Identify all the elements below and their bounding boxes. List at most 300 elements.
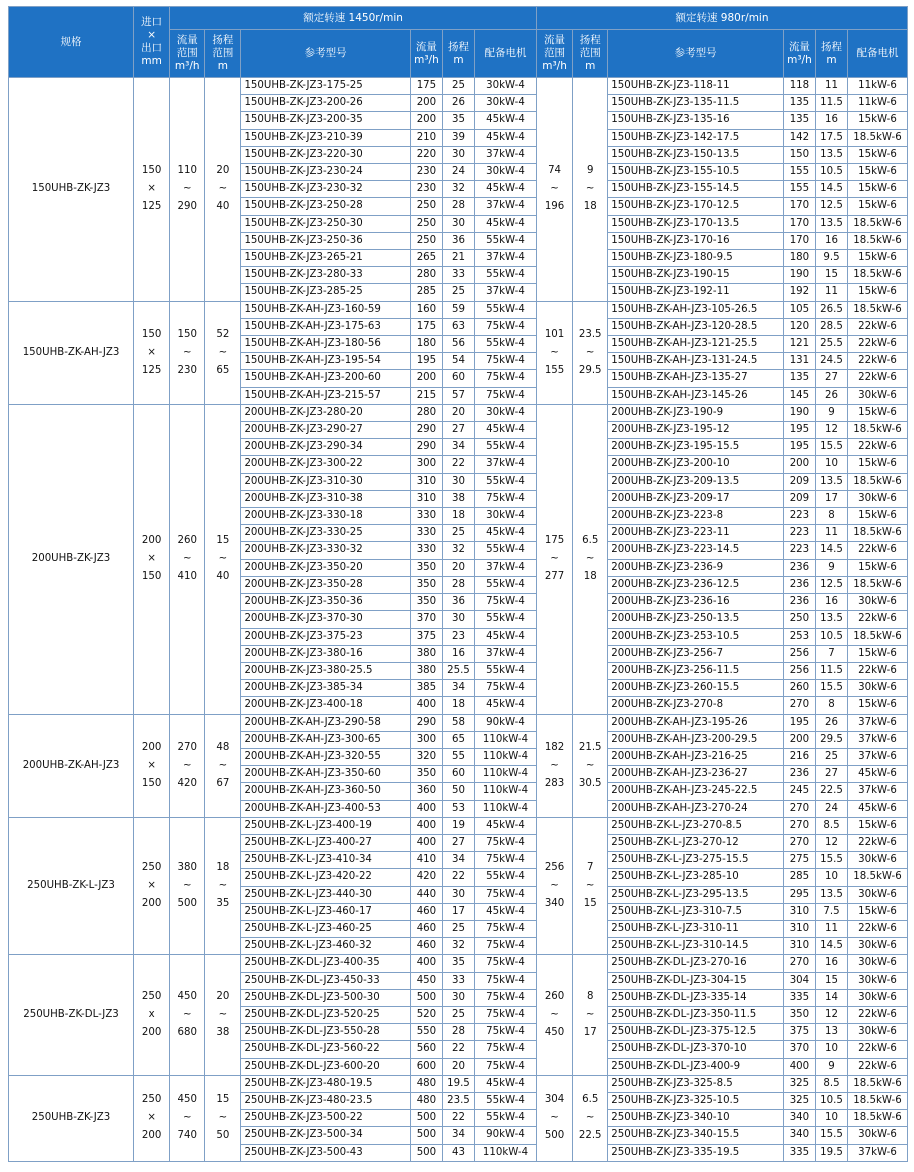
head-980: 26.5: [815, 301, 847, 318]
group-flow-range-1450-line: 270: [177, 741, 197, 753]
group-flow-range-980-line: 196: [544, 201, 565, 213]
head-980: 25: [815, 748, 847, 765]
head-range-header-980: [573, 30, 608, 78]
head-980: 15: [815, 972, 847, 989]
model-1450: 200UHB-ZK-JZ3-290-27: [241, 422, 410, 439]
head-1450: 39: [442, 129, 474, 146]
flow-1450: 410: [410, 852, 442, 869]
group-flow-range-980-line: ~: [550, 1009, 559, 1021]
flow-1450: 320: [410, 748, 442, 765]
flow-980: 142: [783, 129, 815, 146]
motor-980: 30kW-6: [847, 972, 907, 989]
model-980: 150UHB-ZK-JZ3-135-11.5: [608, 95, 784, 112]
flow-980: 250: [783, 611, 815, 628]
group-head-range-1450-line: 15: [216, 1094, 230, 1106]
motor-1450: 75kW-4: [474, 938, 536, 955]
group-flow-range-980: [536, 404, 572, 714]
flow-1450: 200: [410, 370, 442, 387]
group-head-range-980-line: ~: [585, 346, 595, 358]
model-980: 150UHB-ZK-JZ3-170-12.5: [608, 198, 784, 215]
model-1450: 250UHB-ZK-L-JZ3-410-34: [241, 852, 410, 869]
model-980: 200UHB-ZK-AH-JZ3-245-22.5: [608, 783, 784, 800]
mm-unit: mm: [141, 55, 162, 67]
flow-980: 375: [783, 1024, 815, 1041]
head-1450: 22: [442, 1110, 474, 1127]
motor-980: 18.5kW-6: [847, 422, 907, 439]
motor-980: 15kW-6: [847, 508, 907, 525]
head-1450: 58: [442, 714, 474, 731]
group-head-range-1450-line: ~: [218, 759, 228, 771]
model-1450: 200UHB-ZK-JZ3-310-38: [241, 490, 410, 507]
flow-980: 335: [783, 989, 815, 1006]
model-980: 200UHB-ZK-JZ3-270-8: [608, 697, 784, 714]
group-flow-range-980-line: ~: [550, 346, 559, 358]
model-1450: 150UHB-ZK-AH-JZ3-160-59: [241, 301, 410, 318]
flow-header-1450: [410, 30, 442, 78]
group-head-range-980-line: ~: [585, 759, 595, 771]
group-inlet-outlet-line: 150: [141, 571, 162, 583]
motor-980: 18.5kW-6: [847, 473, 907, 490]
motor-1450: 37kW-4: [474, 645, 536, 662]
head-1450: 30: [442, 473, 474, 490]
flow-1450: 400: [410, 697, 442, 714]
motor-1450: 55kW-4: [474, 336, 536, 353]
group-inlet-outlet: [134, 817, 170, 955]
head-980: 12.5: [815, 198, 847, 215]
motor-980: 18.5kW-6: [847, 129, 907, 146]
motor-980: 22kW-6: [847, 920, 907, 937]
model-980: 200UHB-ZK-JZ3-236-12.5: [608, 576, 784, 593]
flow-1450: 280: [410, 404, 442, 421]
head-980: 10: [815, 1041, 847, 1058]
head-1450: 25: [442, 920, 474, 937]
head-980: 17: [815, 490, 847, 507]
model-980: 200UHB-ZK-JZ3-256-7: [608, 645, 784, 662]
head-980: 11: [815, 525, 847, 542]
model-980: 150UHB-ZK-AH-JZ3-121-25.5: [608, 336, 784, 353]
model-980: 150UHB-ZK-JZ3-150-13.5: [608, 146, 784, 163]
head-980: 8.5: [815, 817, 847, 834]
motor-1450: 55kW-4: [474, 1110, 536, 1127]
head-980: 16: [815, 955, 847, 972]
head-1450: 30: [442, 989, 474, 1006]
head-1450: 34: [442, 1127, 474, 1144]
head-1450: 34: [442, 680, 474, 697]
head-1450: 43: [442, 1144, 474, 1161]
flow-1450: 200: [410, 112, 442, 129]
motor-980: 18.5kW-6: [847, 301, 907, 318]
flow-1450: 175: [410, 318, 442, 335]
head-1450: 59: [442, 301, 474, 318]
group-inlet-outlet-line: 150: [141, 328, 162, 340]
group-head-range-1450-line: ~: [218, 346, 228, 358]
model-1450: 200UHB-ZK-JZ3-380-16: [241, 645, 410, 662]
head-980: 12: [815, 1006, 847, 1023]
head-1450: 24: [442, 164, 474, 181]
model-980: 250UHB-ZK-JZ3-340-10: [608, 1110, 784, 1127]
model-980: 250UHB-ZK-DL-JZ3-350-11.5: [608, 1006, 784, 1023]
group-head-range-1450-line: 40: [216, 201, 230, 213]
head-980: 26: [815, 387, 847, 404]
head-980: 10: [815, 456, 847, 473]
flow-980: 400: [783, 1058, 815, 1075]
flow-1450: 500: [410, 1144, 442, 1161]
group-flow-range-980: [536, 1075, 572, 1161]
head-980: 11: [815, 78, 847, 95]
flow-980: 170: [783, 232, 815, 249]
model-1450: 200UHB-ZK-AH-JZ3-290-58: [241, 714, 410, 731]
head-range-header-1450-line: 扬程: [212, 34, 234, 46]
motor-980: 22kW-6: [847, 1041, 907, 1058]
model-980: 250UHB-ZK-L-JZ3-270-12: [608, 834, 784, 851]
model-980: 250UHB-ZK-L-JZ3-310-7.5: [608, 903, 784, 920]
model-1450: 150UHB-ZK-AH-JZ3-215-57: [241, 387, 410, 404]
head-header-1450-line: 扬程: [447, 40, 469, 53]
model-1450: 200UHB-ZK-JZ3-300-22: [241, 456, 410, 473]
motor-1450: 75kW-4: [474, 1058, 536, 1075]
group-inlet-outlet-line: ×: [147, 1112, 156, 1124]
flow-980: 260: [783, 680, 815, 697]
flow-980: 131: [783, 353, 815, 370]
motor-980: 22kW-6: [847, 1058, 907, 1075]
group-head-range-1450-line: ~: [218, 553, 228, 565]
motor-1450: 45kW-4: [474, 129, 536, 146]
inlet-label: 进口: [141, 16, 163, 28]
group-flow-range-1450-line: ~: [182, 1009, 192, 1021]
motor-980: 30kW-6: [847, 490, 907, 507]
group-inlet-outlet-line: 250: [141, 991, 162, 1003]
table-row: [9, 404, 908, 421]
group-spec: 150UHB-ZK-JZ3: [9, 78, 134, 302]
motor-1450: 45kW-4: [474, 112, 536, 129]
head-980: 28.5: [815, 318, 847, 335]
head-980: 22.5: [815, 783, 847, 800]
group-head-range-1450-line: ~: [218, 880, 228, 892]
motor-1450: 55kW-4: [474, 267, 536, 284]
head-1450: 26: [442, 95, 474, 112]
group-head-range-980: [573, 955, 608, 1075]
group-inlet-outlet-line: 250: [141, 862, 162, 874]
motor-980: 37kW-6: [847, 783, 907, 800]
group-inlet-outlet-line: 125: [141, 364, 162, 376]
group-spec: 250UHB-ZK-JZ3: [9, 1075, 134, 1161]
flow-980: 270: [783, 697, 815, 714]
group-flow-range-980: [536, 714, 572, 817]
flow-1450: 370: [410, 611, 442, 628]
flow-980: 135: [783, 370, 815, 387]
model-980: 200UHB-ZK-JZ3-253-10.5: [608, 628, 784, 645]
head-1450: 22: [442, 456, 474, 473]
group-head-range-1450-line: 38: [216, 1027, 230, 1039]
model-1450: 200UHB-ZK-JZ3-375-23: [241, 628, 410, 645]
flow-range-header-980-line: m³/h: [542, 60, 567, 72]
flow-1450: 380: [410, 645, 442, 662]
group-spec: 250UHB-ZK-DL-JZ3: [9, 955, 134, 1075]
motor-1450: 75kW-4: [474, 1006, 536, 1023]
motor-1450: 37kW-4: [474, 198, 536, 215]
speed-980-header: 额定转速 980r/min: [536, 7, 907, 30]
flow-1450: 460: [410, 920, 442, 937]
motor-980: 30kW-6: [847, 955, 907, 972]
motor-1450: 110kW-4: [474, 766, 536, 783]
head-1450: 30: [442, 215, 474, 232]
motor-1450: 45kW-4: [474, 1075, 536, 1092]
group-flow-range-1450-line: ~: [182, 183, 192, 195]
group-flow-range-980: [536, 955, 572, 1075]
model-980: 250UHB-ZK-DL-JZ3-400-9: [608, 1058, 784, 1075]
motor-980: 30kW-6: [847, 680, 907, 697]
head-980: 13.5: [815, 611, 847, 628]
flow-1450: 500: [410, 989, 442, 1006]
group-inlet-outlet: [134, 78, 170, 302]
head-980: 11.5: [815, 662, 847, 679]
motor-980: 15kW-6: [847, 181, 907, 198]
model-1450: 150UHB-ZK-JZ3-220-30: [241, 146, 410, 163]
flow-1450: 400: [410, 955, 442, 972]
model-1450: 200UHB-ZK-JZ3-310-30: [241, 473, 410, 490]
group-head-range-1450: [205, 817, 241, 955]
group-head-range-1450-line: 40: [216, 571, 230, 583]
group-head-range-1450-line: 35: [216, 898, 230, 910]
motor-1450: 90kW-4: [474, 714, 536, 731]
flow-980: 295: [783, 886, 815, 903]
group-inlet-outlet-line: ×: [147, 346, 156, 358]
motor-980: 15kW-6: [847, 645, 907, 662]
motor-1450: 110kW-4: [474, 800, 536, 817]
group-head-range-980: [573, 404, 608, 714]
flow-1450: 330: [410, 525, 442, 542]
group-flow-range-1450-line: ~: [182, 1112, 192, 1124]
motor-980: 22kW-6: [847, 370, 907, 387]
head-1450: 56: [442, 336, 474, 353]
motor-1450: 45kW-4: [474, 215, 536, 232]
model-1450: 200UHB-ZK-JZ3-370-30: [241, 611, 410, 628]
group-head-range-980: [573, 817, 608, 955]
head-980: 15: [815, 267, 847, 284]
flow-1450: 400: [410, 800, 442, 817]
motor-980: 30kW-6: [847, 1127, 907, 1144]
head-980: 9: [815, 559, 847, 576]
group-flow-range-1450: [170, 1075, 205, 1161]
model-980: 150UHB-ZK-JZ3-155-14.5: [608, 181, 784, 198]
inlet-outlet-header: [134, 7, 170, 78]
group-head-range-980-line: 6.5: [582, 1094, 599, 1106]
group-head-range-980-line: 7: [586, 862, 594, 874]
head-980: 13.5: [815, 886, 847, 903]
flow-980: 209: [783, 473, 815, 490]
flow-980: 223: [783, 542, 815, 559]
flow-980: 200: [783, 456, 815, 473]
model-1450: 250UHB-ZK-L-JZ3-460-32: [241, 938, 410, 955]
head-980: 15.5: [815, 1127, 847, 1144]
group-head-range-1450: [205, 1075, 241, 1161]
group-head-range-980-line: 8: [586, 991, 594, 1003]
group-head-range-980-line: ~: [585, 1009, 595, 1021]
group-flow-range-1450: [170, 301, 205, 404]
model-980: 150UHB-ZK-JZ3-135-16: [608, 112, 784, 129]
head-980: 9.5: [815, 250, 847, 267]
group-inlet-outlet-line: ×: [147, 553, 156, 565]
motor-1450: 75kW-4: [474, 852, 536, 869]
flow-980: 236: [783, 594, 815, 611]
flow-980: 340: [783, 1127, 815, 1144]
flow-980: 310: [783, 938, 815, 955]
flow-980: 145: [783, 387, 815, 404]
model-1450: 200UHB-ZK-AH-JZ3-400-53: [241, 800, 410, 817]
head-header-980: [815, 30, 847, 78]
head-980: 13.5: [815, 215, 847, 232]
head-1450: 16: [442, 645, 474, 662]
model-980: 250UHB-ZK-JZ3-340-15.5: [608, 1127, 784, 1144]
motor-1450: 45kW-4: [474, 903, 536, 920]
motor-980: 15kW-6: [847, 559, 907, 576]
group-head-range-980-line: 18: [583, 201, 597, 213]
group-head-range-980-line: ~: [585, 183, 595, 195]
motor-1450: 37kW-4: [474, 146, 536, 163]
group-flow-range-1450-line: ~: [182, 759, 192, 771]
flow-1450: 560: [410, 1041, 442, 1058]
flow-1450: 310: [410, 490, 442, 507]
motor-1450: 55kW-4: [474, 611, 536, 628]
model-980: 250UHB-ZK-DL-JZ3-270-16: [608, 955, 784, 972]
flow-1450: 180: [410, 336, 442, 353]
motor-1450: 110kW-4: [474, 1144, 536, 1161]
model-1450: 150UHB-ZK-JZ3-250-28: [241, 198, 410, 215]
motor-980: 11kW-6: [847, 95, 907, 112]
group-head-range-980-line: 17: [583, 1027, 597, 1039]
motor-980: 18.5kW-6: [847, 525, 907, 542]
head-1450: 35: [442, 112, 474, 129]
model-1450: 250UHB-ZK-L-JZ3-460-17: [241, 903, 410, 920]
motor-1450: 75kW-4: [474, 370, 536, 387]
model-1450: 250UHB-ZK-L-JZ3-400-27: [241, 834, 410, 851]
head-1450: 36: [442, 594, 474, 611]
motor-1450: 75kW-4: [474, 920, 536, 937]
flow-1450: 160: [410, 301, 442, 318]
group-head-range-1450-line: 15: [216, 535, 230, 547]
motor-980: 30kW-6: [847, 387, 907, 404]
group-head-range-980-line: ~: [585, 1112, 595, 1124]
group-inlet-outlet: [134, 404, 170, 714]
model-980: 150UHB-ZK-JZ3-155-10.5: [608, 164, 784, 181]
head-1450: 27: [442, 834, 474, 851]
flow-980: 121: [783, 336, 815, 353]
model-980: 150UHB-ZK-JZ3-142-17.5: [608, 129, 784, 146]
model-980: 200UHB-ZK-JZ3-223-11: [608, 525, 784, 542]
model-980: 250UHB-ZK-L-JZ3-295-13.5: [608, 886, 784, 903]
motor-980: 22kW-6: [847, 662, 907, 679]
model-1450: 150UHB-ZK-JZ3-230-24: [241, 164, 410, 181]
head-980: 24: [815, 800, 847, 817]
flow-980: 236: [783, 766, 815, 783]
model-1450: 200UHB-ZK-AH-JZ3-350-60: [241, 766, 410, 783]
flow-1450: 175: [410, 78, 442, 95]
motor-980: 30kW-6: [847, 1024, 907, 1041]
motor-980: 22kW-6: [847, 439, 907, 456]
model-1450: 200UHB-ZK-JZ3-330-32: [241, 542, 410, 559]
head-1450: 30: [442, 146, 474, 163]
motor-980: 30kW-6: [847, 989, 907, 1006]
group-flow-range-1450-line: ~: [182, 553, 192, 565]
head-980: 24.5: [815, 353, 847, 370]
flow-range-header-1450-line: 流量: [176, 34, 198, 46]
head-range-header-1450-line: 范围: [212, 47, 234, 59]
model-1450: 200UHB-ZK-JZ3-380-25.5: [241, 662, 410, 679]
flow-980: 253: [783, 628, 815, 645]
model-1450: 250UHB-ZK-L-JZ3-400-19: [241, 817, 410, 834]
motor-980: 45kW-6: [847, 766, 907, 783]
flow-1450: 400: [410, 834, 442, 851]
group-flow-range-980: [536, 301, 572, 404]
flow-range-header-1450: [170, 30, 205, 78]
outlet-label: 出口: [141, 42, 163, 54]
flow-1450: 360: [410, 783, 442, 800]
flow-1450: 300: [410, 731, 442, 748]
motor-1450: 90kW-4: [474, 1127, 536, 1144]
head-range-header-980-line: 扬程: [579, 34, 601, 46]
flow-980: 135: [783, 112, 815, 129]
group-flow-range-1450-line: 230: [177, 364, 197, 376]
group-flow-range-1450-line: 110: [177, 165, 197, 177]
flow-1450: 200: [410, 95, 442, 112]
head-980: 27: [815, 370, 847, 387]
model-1450: 200UHB-ZK-AH-JZ3-320-55: [241, 748, 410, 765]
head-1450: 33: [442, 972, 474, 989]
motor-980: 15kW-6: [847, 697, 907, 714]
head-1450: 63: [442, 318, 474, 335]
flow-1450: 350: [410, 576, 442, 593]
head-1450: 28: [442, 1024, 474, 1041]
flow-980: 335: [783, 1144, 815, 1161]
flow-range-header-980-line: 范围: [544, 47, 566, 59]
motor-1450: 37kW-4: [474, 559, 536, 576]
flow-980: 270: [783, 817, 815, 834]
motor-980: 22kW-6: [847, 834, 907, 851]
head-980: 12: [815, 834, 847, 851]
head-range-header-980-line: 范围: [579, 47, 601, 59]
head-1450: 25: [442, 78, 474, 95]
group-flow-range-980-line: ~: [550, 553, 559, 565]
head-980: 9: [815, 404, 847, 421]
head-980: 16: [815, 112, 847, 129]
group-inlet-outlet-line: 200: [141, 741, 162, 753]
times-sign: ×: [147, 29, 156, 41]
head-1450: 22: [442, 1041, 474, 1058]
flow-1450: 330: [410, 542, 442, 559]
head-1450: 36: [442, 232, 474, 249]
motor-980: 18.5kW-6: [847, 267, 907, 284]
group-flow-range-1450-line: 450: [177, 1094, 197, 1106]
group-spec: 250UHB-ZK-L-JZ3: [9, 817, 134, 955]
flow-1450: 220: [410, 146, 442, 163]
model-980: 200UHB-ZK-JZ3-200-10: [608, 456, 784, 473]
model-980: 200UHB-ZK-AH-JZ3-236-27: [608, 766, 784, 783]
flow-header-980-line: m³/h: [787, 53, 812, 66]
group-flow-range-980-line: 283: [544, 777, 565, 789]
head-980: 10.5: [815, 164, 847, 181]
head-980: 7: [815, 645, 847, 662]
motor-1450: 55kW-4: [474, 576, 536, 593]
head-1450: 35: [442, 955, 474, 972]
head-1450: 21: [442, 250, 474, 267]
flow-1450: 385: [410, 680, 442, 697]
head-1450: 60: [442, 766, 474, 783]
group-flow-range-1450: [170, 817, 205, 955]
group-inlet-outlet-line: 200: [141, 535, 162, 547]
head-980: 13.5: [815, 146, 847, 163]
head-980: 12.5: [815, 576, 847, 593]
group-flow-range-980-line: 182: [544, 741, 565, 753]
